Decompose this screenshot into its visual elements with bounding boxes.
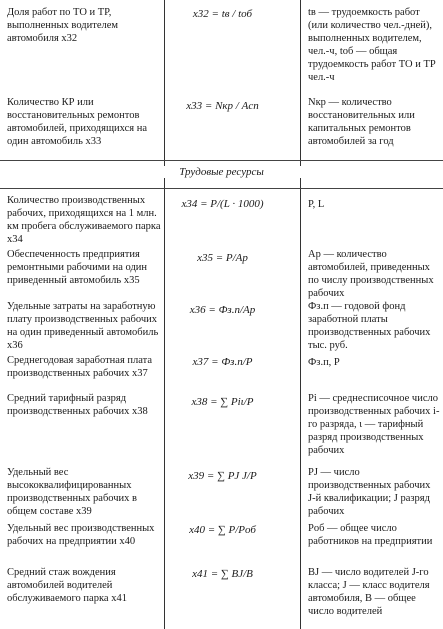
formula-cell: x41 = ∑ BJ/B [192,568,253,580]
description-cell: Nкр — количество восстановительных или капитальных ремонтов автомобилей за год [308,97,415,147]
section-divider [0,188,443,189]
formula-cell: x38 = ∑ Piι/P [191,396,254,408]
indicator-cell: Количество КР или восстановительных ремонтов автомобилей, приходящихся на один автомобиль x33 [7,97,147,147]
description-cell: Aр — количество автомобилей, приведенных по числу производственных рабочих [308,249,434,299]
formula-cell: x39 = ∑ PJ J/P [188,470,257,482]
indicator-cell: Удельные затраты на заработную плату производственных рабочих на один приведенный автомобиль x36 [7,301,159,351]
formula-cell: x35 = P/Aр [197,252,248,264]
description-cell: BJ — число водителей J-го класса; J — класс водителя автомобиля, B — общее число водителей [308,567,430,617]
formula-cell: x40 = ∑ P/Pоб [189,524,256,536]
description-cell: Pi — среднесписочное число производственных рабочих i-го разряда, ι — тарифный разряд производственных рабочих [308,393,440,456]
indicator-cell: Средний стаж вождения автомобилей водителей обслуживаемого парка x41 [7,567,127,604]
formula-cell: x36 = Фз.п/Aр [189,304,256,316]
description-cell: Фз.п, P [308,357,340,368]
column-divider-left [164,0,165,629]
formula-cell: x34 = P/(L · 1000) [181,198,264,210]
formula-cell: x32 = tв / tоб [192,8,253,20]
formula-cell: x33 = Nкр / Aсп [186,100,259,112]
formula-cell: x37 = Фз.п/P [192,356,253,368]
indicator-cell: Обеспеченность предприятия ремонтными рабочими на один приведенный автомобиль x35 [7,249,148,286]
indicator-cell: Удельный вес производственных рабочих на предприятии x40 [7,523,155,547]
indicator-cell: Средний тарифный разряд производственных рабочих x38 [7,393,148,417]
section-title: Трудовые ресурсы [0,166,443,178]
column-divider-right [300,0,301,629]
description-cell: Pоб — общее число работников на предприятии [308,523,433,547]
description-cell: Фз.п — годовой фонд заработной платы производственных рабочих тыс. руб. [308,301,431,351]
description-cell: PJ — число производственных рабочих J-й квалификации; J разряд рабочих [308,467,431,517]
description-cell: tв — трудоемкость работ (или количество чел.-дней), выполненных водителем, чел.-ч, tоб — общая трудоемкость работ ТО и ТР чел.-ч [308,7,436,83]
indicator-cell: Удельный вес высококвалифицированных производственных рабочих в общем составе x39 [7,467,137,517]
indicator-cell: Среднегодовая заработная плата производственных рабочих x37 [7,355,153,379]
description-cell: P, L [308,199,325,210]
section-divider [0,160,443,161]
indicator-cell: Доля работ по ТО и ТР, выполненных водителем автомобиля x32 [7,7,119,44]
indicator-cell: Количество производственных рабочих, приходящихся на 1 млн. км пробега обслуживаемого парка x34 [7,195,161,245]
